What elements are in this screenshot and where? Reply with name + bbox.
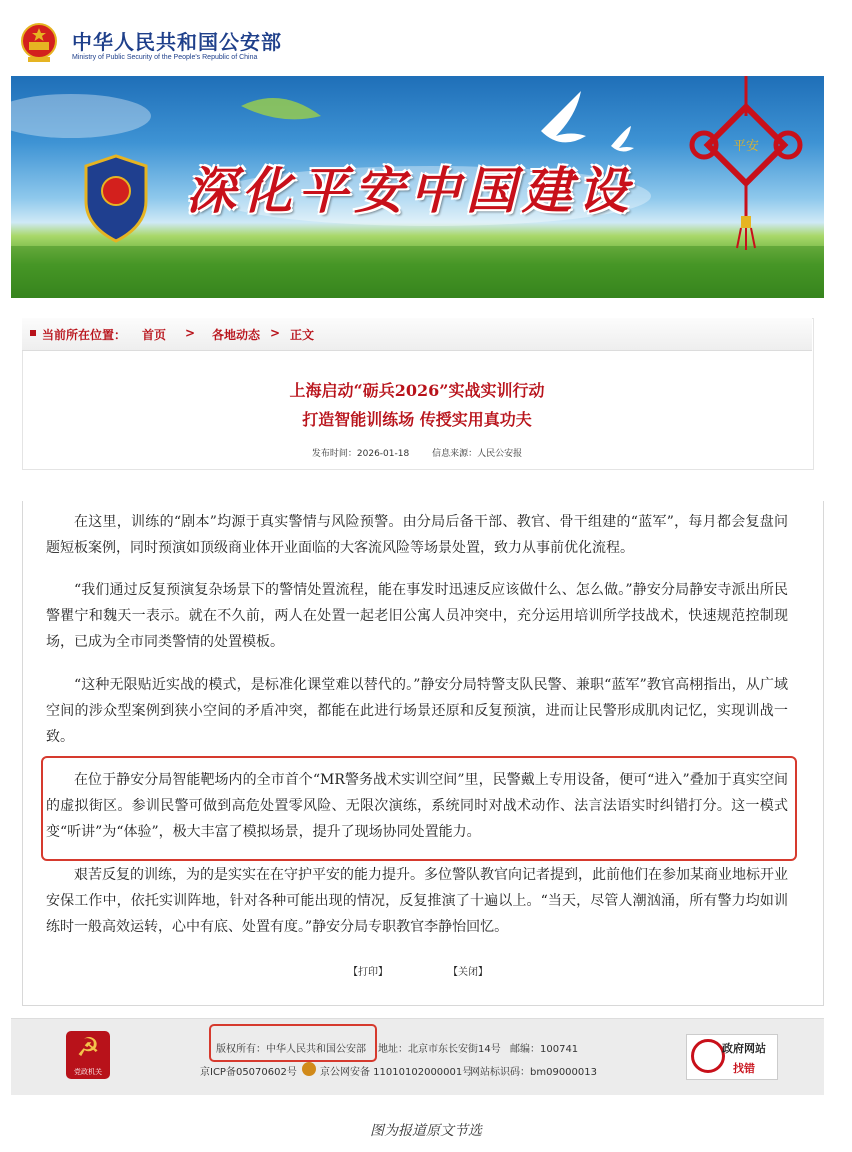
breadcrumb-marker-icon xyxy=(30,330,36,336)
gov-badge-subtitle: 找错 xyxy=(733,1062,755,1075)
site-id-text: 网站标识码：bm09000013 xyxy=(470,1067,597,1078)
breadcrumb-separator: > xyxy=(270,326,281,340)
dove-icon xyxy=(541,91,586,142)
info-source: 信息来源：人民公安报 xyxy=(432,449,523,459)
image-caption: 图为报道原文节选 xyxy=(370,1123,482,1139)
party-logo-label: 党政机关 xyxy=(74,1068,102,1076)
banner xyxy=(11,76,824,298)
article-title-line2: 打造智能训练场 传授实用真功夫 xyxy=(302,410,532,429)
knot-glyph: 平安 xyxy=(732,139,760,154)
magnifier-icon xyxy=(691,1039,725,1073)
article-paragraph: 在位于静安分局智能靶场内的全市首个“MR警务战术实训空间”里，民警戴上专用设备，便可“进入”叠加于真实空间的虚拟街区。参训民警可做到高危处置零风险、无限次演练，系统同时对战术动作、法言法语实时纠错打分。这一模式变“听讲”为“体验”，极大丰富了模拟场景，提升了现场协同处置能力。 xyxy=(46,772,788,840)
address-text: 地址：北京市东长安街14号 xyxy=(378,1044,501,1055)
close-button[interactable]: 【关闭】 xyxy=(448,967,488,978)
dove-icon xyxy=(611,126,634,152)
police-record-link[interactable]: 京公网安备 11010102000001号 xyxy=(320,1067,473,1078)
banner-title: 深化平安中国建设 xyxy=(186,161,634,220)
article-paragraph: “我们通过反复预演复杂场景下的警情处置流程，能在事发时迅速反应该做什么、怎么做。”静安分局静安寺派出所民警瞿宁和魏天一表示。就在不久前，两人在处置一起老旧公寓人员冲突中，充分运用培训所学技战术，快速规范控制现场，已成为全市同类警情的处置模板。 xyxy=(46,582,788,650)
breadcrumb-section-link[interactable]: 各地动态 xyxy=(212,328,261,342)
police-record-icon xyxy=(302,1062,316,1076)
print-button[interactable]: 【打印】 xyxy=(348,967,388,978)
article-paragraph: “这种无限贴近实战的模式，是标准化课堂难以替代的。”静安分局特警支队民警、兼职“蓝军”教官高栩指出，从广域空间的涉众型案例到狭小空间的矛盾冲突，都能在此进行场景还原和反复预演，进而让民警形成肌肉记忆，实现训战一致。 xyxy=(46,677,788,745)
copyright-text: 版权所有：中华人民共和国公安部 xyxy=(216,1044,366,1055)
leaf-icon xyxy=(241,98,321,119)
breadcrumb-separator: > xyxy=(185,326,196,340)
breadcrumb-home-link[interactable]: 首页 xyxy=(142,328,167,342)
article-paragraph: 艰苦反复的训练，为的是实实在在守护平安的能力提升。多位警队教官向记者提到，此前他们在参加某商业地标开业安保工作中，依托实训阵地，针对各种可能出现的情况，反复推演了十遍以上。“当天，尽管人潮汹涌，所有警力均如训练时一般高效运转，心中有底、处置有度。”静安分局专职教官李静怡回忆。 xyxy=(46,867,788,935)
national-emblem-icon xyxy=(20,22,58,64)
party-emblem-icon: ☭ xyxy=(76,1033,100,1063)
breadcrumb-prefix: 当前所在位置： xyxy=(42,328,127,342)
article-title-line1: 上海启动“砺兵2026”实战实训行动 xyxy=(289,381,545,400)
copyright-highlight-box xyxy=(209,1024,377,1062)
icp-link[interactable]: 京ICP备05070602号 xyxy=(200,1067,297,1078)
publish-time: 发布时间：2026-01-18 xyxy=(311,449,410,459)
article-paragraph: 在这里，训练的“剧本”均源于真实警情与风险预警。由分局后备干部、教官、骨干组建的“蓝军”，每月都会复盘问题短板案例，同时预演如顶级商业体开业面临的大客流风险等场景处置，致力从事前优化流程。 xyxy=(46,514,788,556)
postcode-text: 邮编：100741 xyxy=(510,1044,579,1055)
article-meta xyxy=(22,446,812,459)
breadcrumb xyxy=(22,318,812,351)
breadcrumb-current: 正文 xyxy=(290,328,315,342)
chinese-knot-icon xyxy=(692,76,800,250)
highlight-box xyxy=(41,756,797,861)
gov-badge-title: 政府网站 xyxy=(722,1042,766,1055)
ministry-name-cn: 中华人民共和国公安部 xyxy=(72,30,282,54)
ministry-name-en: Ministry of Public Security of the People's Republic of China xyxy=(72,54,258,61)
